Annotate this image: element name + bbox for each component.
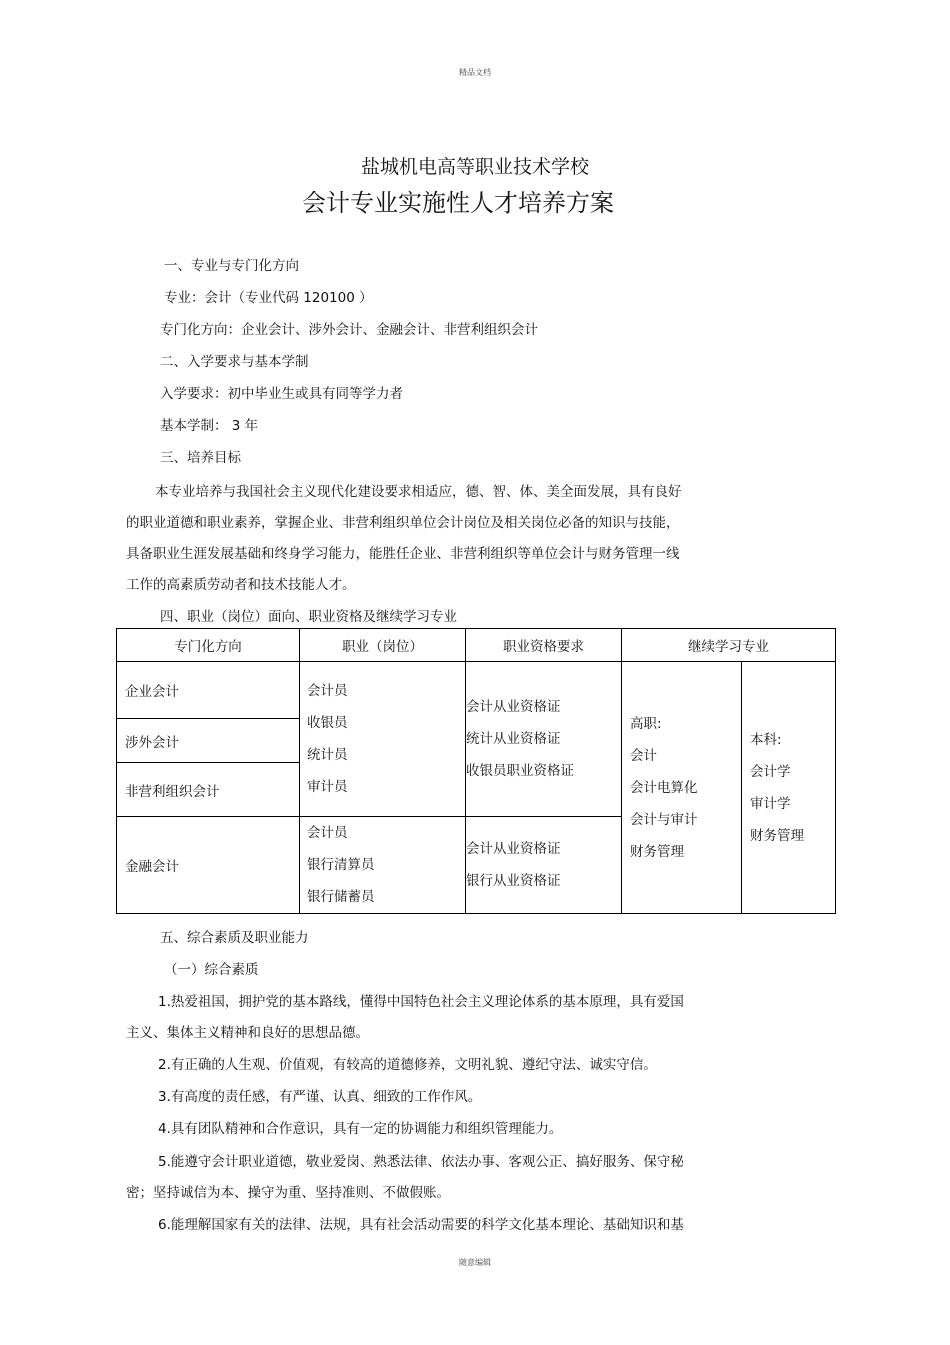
job-item: 审计员 [307,779,348,795]
study-item: 审计学 [750,795,791,812]
certs-cell-group1 [466,662,622,817]
goal-line: 的职业道德和职业素养，掌握企业、非营利组织单位会计岗位及相关岗位必备的知识与技能， [126,515,680,531]
certs-cell-group2 [466,817,622,914]
jobs-cell-group1 [300,662,466,817]
table-header: 职业（岗位） [300,629,466,662]
section-4-heading: 四、职业（岗位）面向、职业资格及继续学习专业 [160,609,457,625]
plan-title: 会计专业实施性人才培养方案 [302,189,614,217]
goal-line: 具备职业生涯发展基础和终身学习能力，能胜任企业、非营利组织等单位会计与财务管理一线 [126,546,680,562]
jobs-cell-group2 [300,817,466,914]
study-item: 财务管理 [630,843,684,860]
undergraduate-cell [742,662,836,914]
study-item: 会计学 [750,763,791,780]
major-line: 专业：会计（专业代码 120100 ） [164,290,373,306]
page-footer: 随意编辑 [459,1258,491,1267]
section-5-heading: 五、综合素质及职业能力 [160,930,309,946]
study-item: 本科: [750,731,782,748]
school-title: 盐城机电高等职业技术学校 [360,156,589,178]
study-item: 会计电算化 [630,779,698,796]
page-header: 精品文档 [459,68,491,77]
table-header: 继续学习专业 [622,629,836,662]
cert-item: 收银员职业资格证 [466,763,574,779]
section-2-heading: 二、入学要求与基本学制 [160,354,309,370]
job-item: 银行储蓄员 [307,889,375,905]
higher-vocational-cell [622,662,742,914]
cert-item: 统计从业资格证 [466,731,561,747]
qualification-table [116,628,836,914]
goal-line: 工作的高素质劳动者和技术技能人才。 [126,577,356,593]
quality-item: 6.能理解国家有关的法律、法规，具有社会活动需要的科学文化基本理论、基础知识和基 [158,1217,684,1233]
cert-item: 银行从业资格证 [466,873,561,889]
table-header: 专门化方向 [117,629,300,662]
section-1-heading: 一、专业与专门化方向 [164,258,299,274]
quality-item: 3.有高度的责任感，有严谨、认真、细致的工作作风。 [158,1089,482,1105]
quality-item: 主义、集体主义精神和良好的思想品德。 [126,1025,369,1041]
section-3-heading: 三、培养目标 [160,450,241,466]
study-item: 高职: [630,715,662,732]
job-item: 会计员 [307,683,348,699]
quality-item: 2.有正确的人生观、价值观，有较高的道德修养，文明礼貌、遵纪守法、诚实守信。 [158,1057,657,1073]
study-item: 财务管理 [750,827,804,844]
quality-item: 4.具有团队精神和合作意识，具有一定的协调能力和组织管理能力。 [158,1121,563,1137]
goal-line: 本专业培养与我国社会主义现代化建设要求相适应，德、智、体、美全面发展，具有良好 [155,484,682,500]
admission-line: 入学要求：初中毕业生或具有同等学力者 [160,386,403,402]
cert-item: 会计从业资格证 [466,841,561,857]
job-item: 银行清算员 [307,857,375,873]
direction-cell-enterprise: 企业会计 [117,662,300,719]
directions-line: 专门化方向：企业会计、涉外会计、金融会计、非营利组织会计 [160,322,538,338]
job-item: 会计员 [307,825,348,841]
duration-line: 基本学制： 3 年 [160,418,259,434]
direction-cell-foreign: 涉外会计 [117,719,300,763]
direction-cell-finance: 金融会计 [117,817,300,914]
direction-cell-nonprofit: 非营利组织会计 [117,763,300,817]
quality-item: 5.能遵守会计职业道德，敬业爱岗、熟悉法律、依法办事、客观公正、搞好服务、保守秘 [158,1154,684,1170]
study-item: 会计与审计 [630,811,698,828]
job-item: 统计员 [307,747,348,763]
quality-item: 1.热爱祖国，拥护党的基本路线，懂得中国特色社会主义理论体系的基本原理，具有爱国 [158,994,684,1010]
quality-item: 密；坚持诚信为本、操守为重、坚持准则、不做假账。 [126,1185,450,1201]
job-item: 收银员 [307,715,348,731]
table-header: 职业资格要求 [466,629,622,662]
study-item: 会计 [630,747,657,764]
cert-item: 会计从业资格证 [466,699,561,715]
subsection-1-heading: （一）综合素质 [164,962,259,978]
